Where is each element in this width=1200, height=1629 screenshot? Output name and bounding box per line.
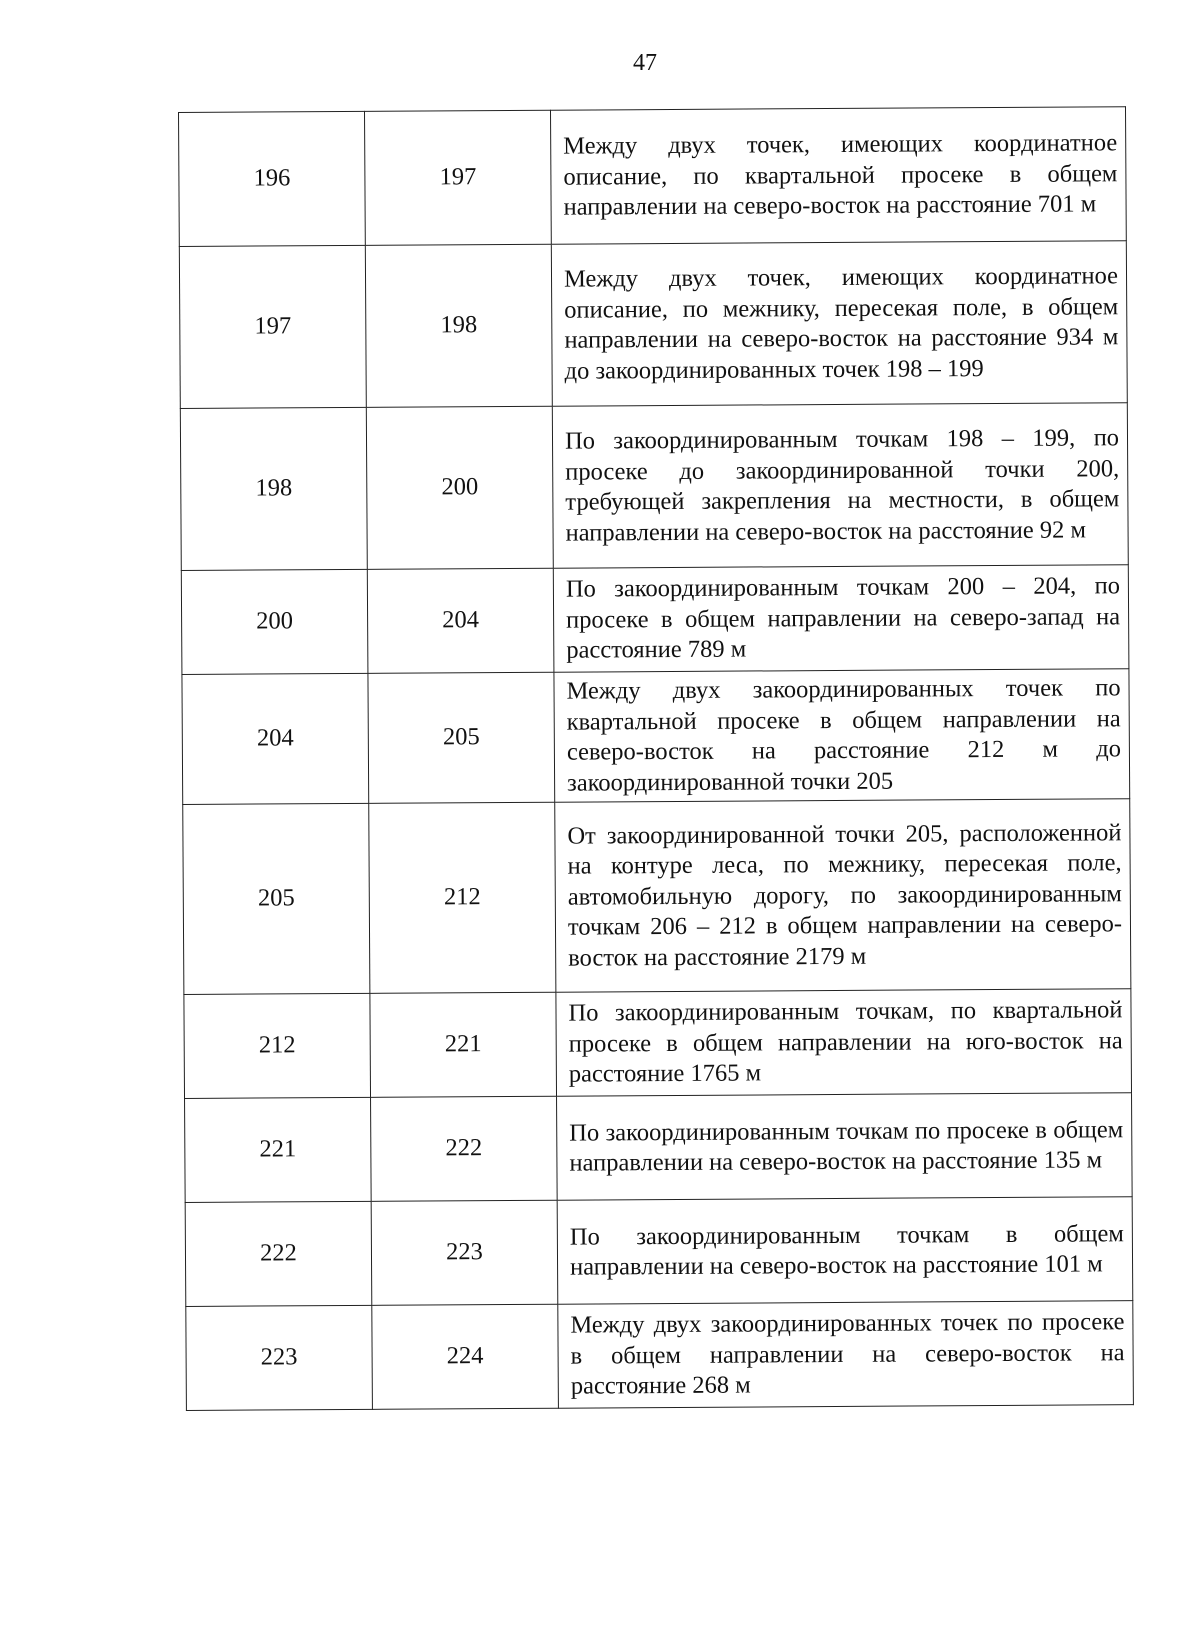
description-cell: От закоординированной точки 205, расположенной на контуре леса, по межнику, пересекая поле, автомобильную дорогу, по закоординированным точкам 206 – 212 в общем направлении на северо-восток на расстояние 2179 м: [555, 799, 1131, 993]
to-point-cell: 205: [368, 672, 555, 803]
description-cell: Между двух точек, имеющих координатное описание, по квартальной просеке в общем направлении на северо-восток на расстояние 701 м: [550, 107, 1126, 245]
to-point-cell: 224: [372, 1304, 559, 1409]
description-cell: По закоординированным точкам 200 – 204, по просеке в общем направлении на северо-запад на расстояние 789 м: [553, 565, 1129, 673]
table-row: [180, 403, 1128, 571]
boundary-description-table: [178, 106, 1134, 1411]
table-row: [185, 1093, 1133, 1203]
from-point-cell: 204: [182, 673, 369, 804]
to-point-cell: 200: [366, 406, 553, 569]
from-point-cell: 198: [180, 407, 367, 570]
to-point-cell: 223: [371, 1200, 558, 1305]
page-number: 47: [633, 50, 657, 76]
description-cell: Между двух точек, имеющих координатное описание, по межнику, пересекая поле, в общем направлении на северо-восток на расстояние 934 м до закоординированных точек 198 – 199: [551, 241, 1127, 407]
description-cell: Между двух закоординированных точек по просеке в общем направлении на северо-восток на расстояние 268 м: [558, 1301, 1134, 1409]
from-point-cell: 221: [185, 1097, 372, 1202]
to-point-cell: 197: [364, 110, 551, 245]
description-cell: По закоординированным точкам по просеке в общем направлении на северо-восток на расстояние 135 м: [557, 1093, 1133, 1201]
description-cell: По закоординированным точкам 198 – 199, по просеке до закоординированной точки 200, требующей закрепления на местности, в общем направлении на северо-восток на расстояние 92 м: [552, 403, 1128, 569]
from-point-cell: 197: [179, 245, 366, 408]
from-point-cell: 196: [179, 111, 366, 246]
description-cell: Между двух закоординированных точек по квартальной просеке в общем направлении на северо-восток на расстояние 212 м до закоординированной точки 205: [554, 669, 1130, 803]
description-cell: По закоординированным точкам, по квартальной просеке в общем направлении на юго-восток на расстояние 1765 м: [556, 989, 1132, 1097]
to-point-cell: 221: [370, 992, 557, 1097]
table-row: [184, 989, 1132, 1099]
from-point-cell: 222: [185, 1201, 372, 1306]
from-point-cell: 200: [181, 569, 368, 674]
table-row: [179, 241, 1127, 409]
table-row: [181, 565, 1129, 675]
table-row: [185, 1197, 1133, 1307]
table-row: [183, 799, 1131, 995]
from-point-cell: 212: [184, 993, 371, 1098]
table-row: [186, 1301, 1134, 1411]
to-point-cell: 212: [369, 802, 556, 993]
from-point-cell: 205: [183, 803, 370, 994]
to-point-cell: 198: [365, 244, 552, 407]
from-point-cell: 223: [186, 1305, 373, 1410]
table-row: [179, 107, 1127, 247]
to-point-cell: 204: [367, 568, 554, 673]
description-cell: По закоординированным точкам в общем направлении на северо-восток на расстояние 101 м: [557, 1197, 1133, 1305]
to-point-cell: 222: [371, 1096, 558, 1201]
table-row: [182, 669, 1130, 805]
